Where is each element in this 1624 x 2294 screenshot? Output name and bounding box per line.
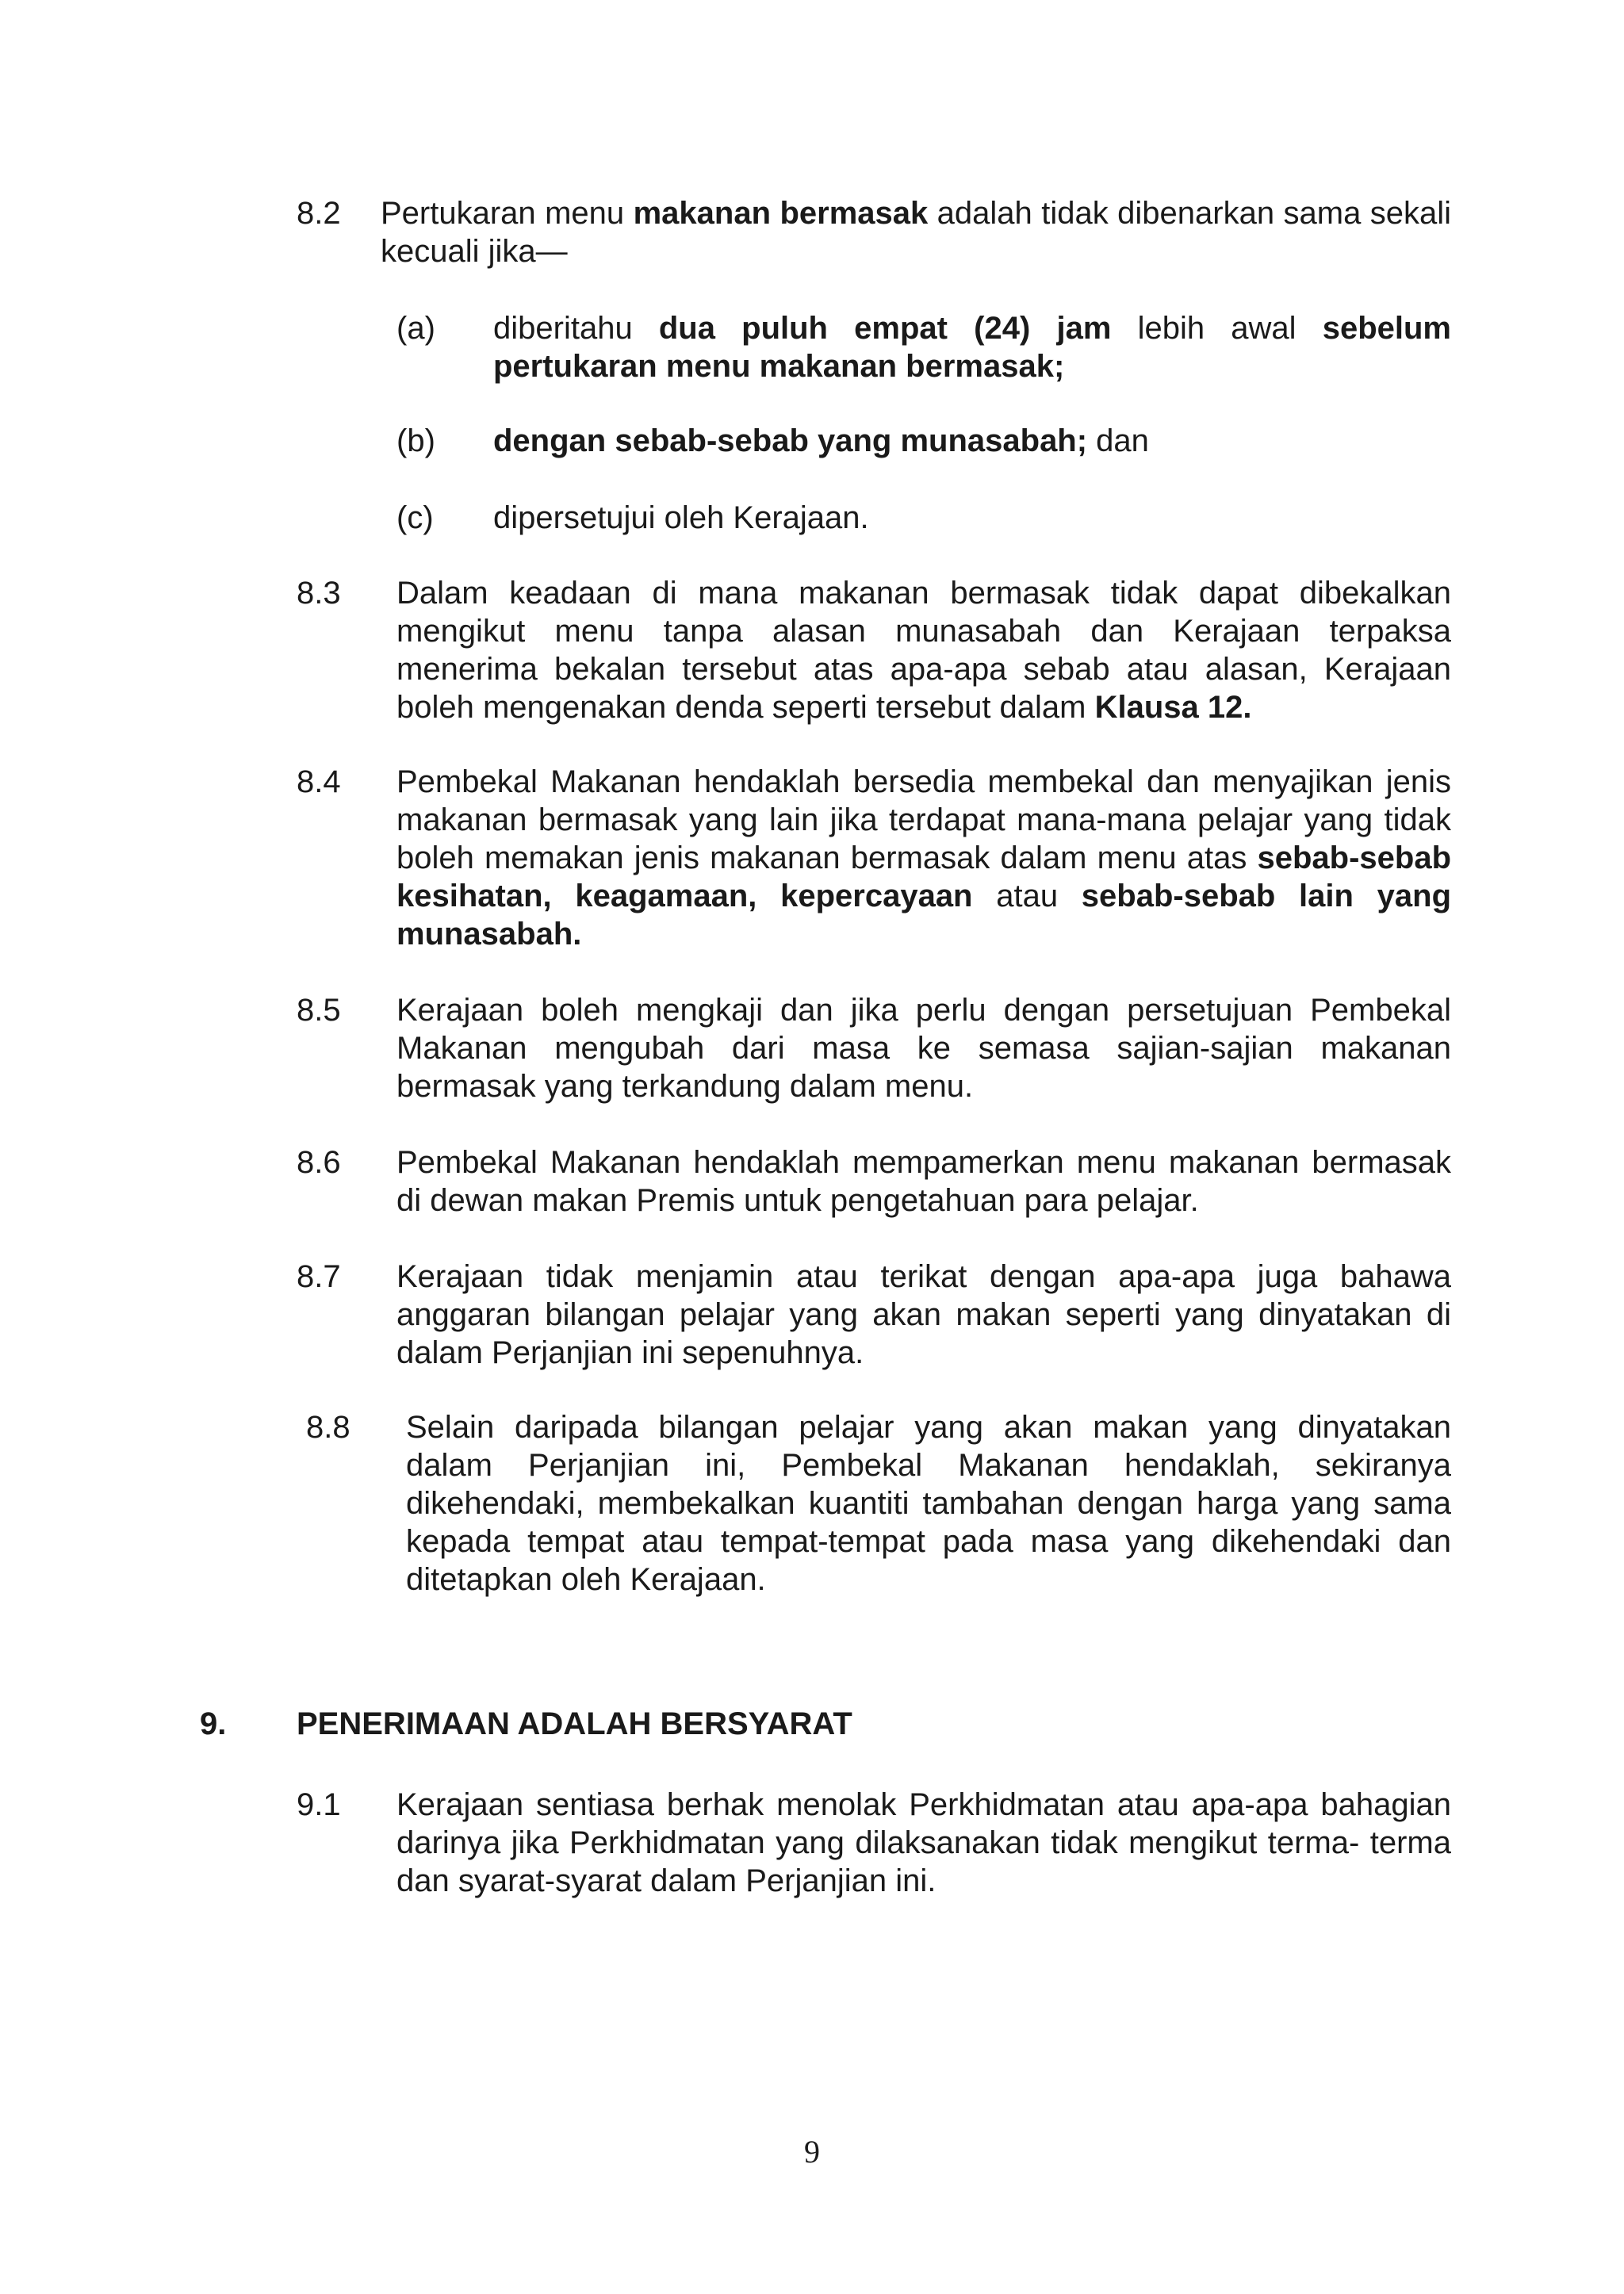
clause-text: Dalam keadaan di mana makanan bermasak tidak dapat dibekalkan mengikut menu tanpa alasan munasabah dan Kerajaan terpaksa menerima bekalan tersebut atas apa-apa sebab atau alasan, Kerajaan boleh mengenakan denda seperti tersebut dalam Klausa 12. (396, 576, 1451, 725)
clause-text: Pertukaran menu makanan bermasak adalah tidak dibenarkan sama sekali kecuali jika— (381, 196, 1452, 269)
subclause-label: (a) (396, 311, 435, 346)
clause-text: Pembekal Makanan hendaklah mempamerkan menu makanan bermasak di dewan makan Premis untuk pengetahuan para pelajar. (396, 1145, 1451, 1218)
clause-number: 9.1 (297, 1787, 341, 1822)
page-number: 9 (804, 2134, 820, 2170)
clause-number: 8.7 (297, 1259, 341, 1294)
clause-number: 8.3 (297, 576, 341, 611)
clause-number: 8.8 (306, 1410, 350, 1445)
clause-text: Kerajaan tidak menjamin atau terikat dengan apa-apa juga bahawa anggaran bilangan pelajar yang akan makan seperti yang dinyatakan di dalam Perjanjian ini sepenuhnya. (396, 1259, 1451, 1370)
subclause-label: (b) (396, 423, 435, 458)
clause-number: 8.6 (297, 1145, 341, 1180)
clause-number: 8.4 (297, 764, 341, 799)
clause-text: Selain daripada bilangan pelajar yang akan makan yang dinyatakan dalam Perjanjian ini, Pembekal Makanan hendaklah, sekiranya dikehendaki, membekalkan kuantiti tambahan dengan harga yang sama kepada tempat atau tempat-tempat pada masa yang dikehendaki dan ditetapkan oleh Kerajaan. (406, 1410, 1451, 1597)
section-title: PENERIMAAN ADALAH BERSYARAT (297, 1706, 852, 1741)
section-number: 9. (200, 1706, 227, 1741)
clause-number: 8.5 (297, 993, 341, 1028)
clause-text: Kerajaan boleh mengkaji dan jika perlu dengan persetujuan Pembekal Makanan mengubah dari masa ke semasa sajian-sajian makanan bermasak yang terkandung dalam menu. (396, 993, 1451, 1104)
subclause-text: dengan sebab-sebab yang munasabah; dan (493, 423, 1149, 458)
clause-number: 8.2 (297, 196, 341, 231)
subclause-text: dipersetujui oleh Kerajaan. (493, 500, 869, 535)
subclause-text: diberitahu dua puluh empat (24) jam lebih awal sebelum pertukaran menu makanan bermasak; (493, 311, 1451, 384)
subclause-label: (c) (396, 500, 434, 535)
clause-text: Kerajaan sentiasa berhak menolak Perkhidmatan atau apa-apa bahagian darinya jika Perkhidmatan yang dilaksanakan tidak mengikut terma- terma dan syarat-syarat dalam Perjanjian ini. (396, 1787, 1451, 1898)
clause-text: Pembekal Makanan hendaklah bersedia membekal dan menyajikan jenis makanan bermasak yang lain jika terdapat mana-mana pelajar yang tidak boleh memakan jenis makanan bermasak dalam menu atas sebab-sebab kesihatan, keagamaan, kepercayaan atau sebab-sebab lain yang munasabah. (396, 764, 1452, 952)
